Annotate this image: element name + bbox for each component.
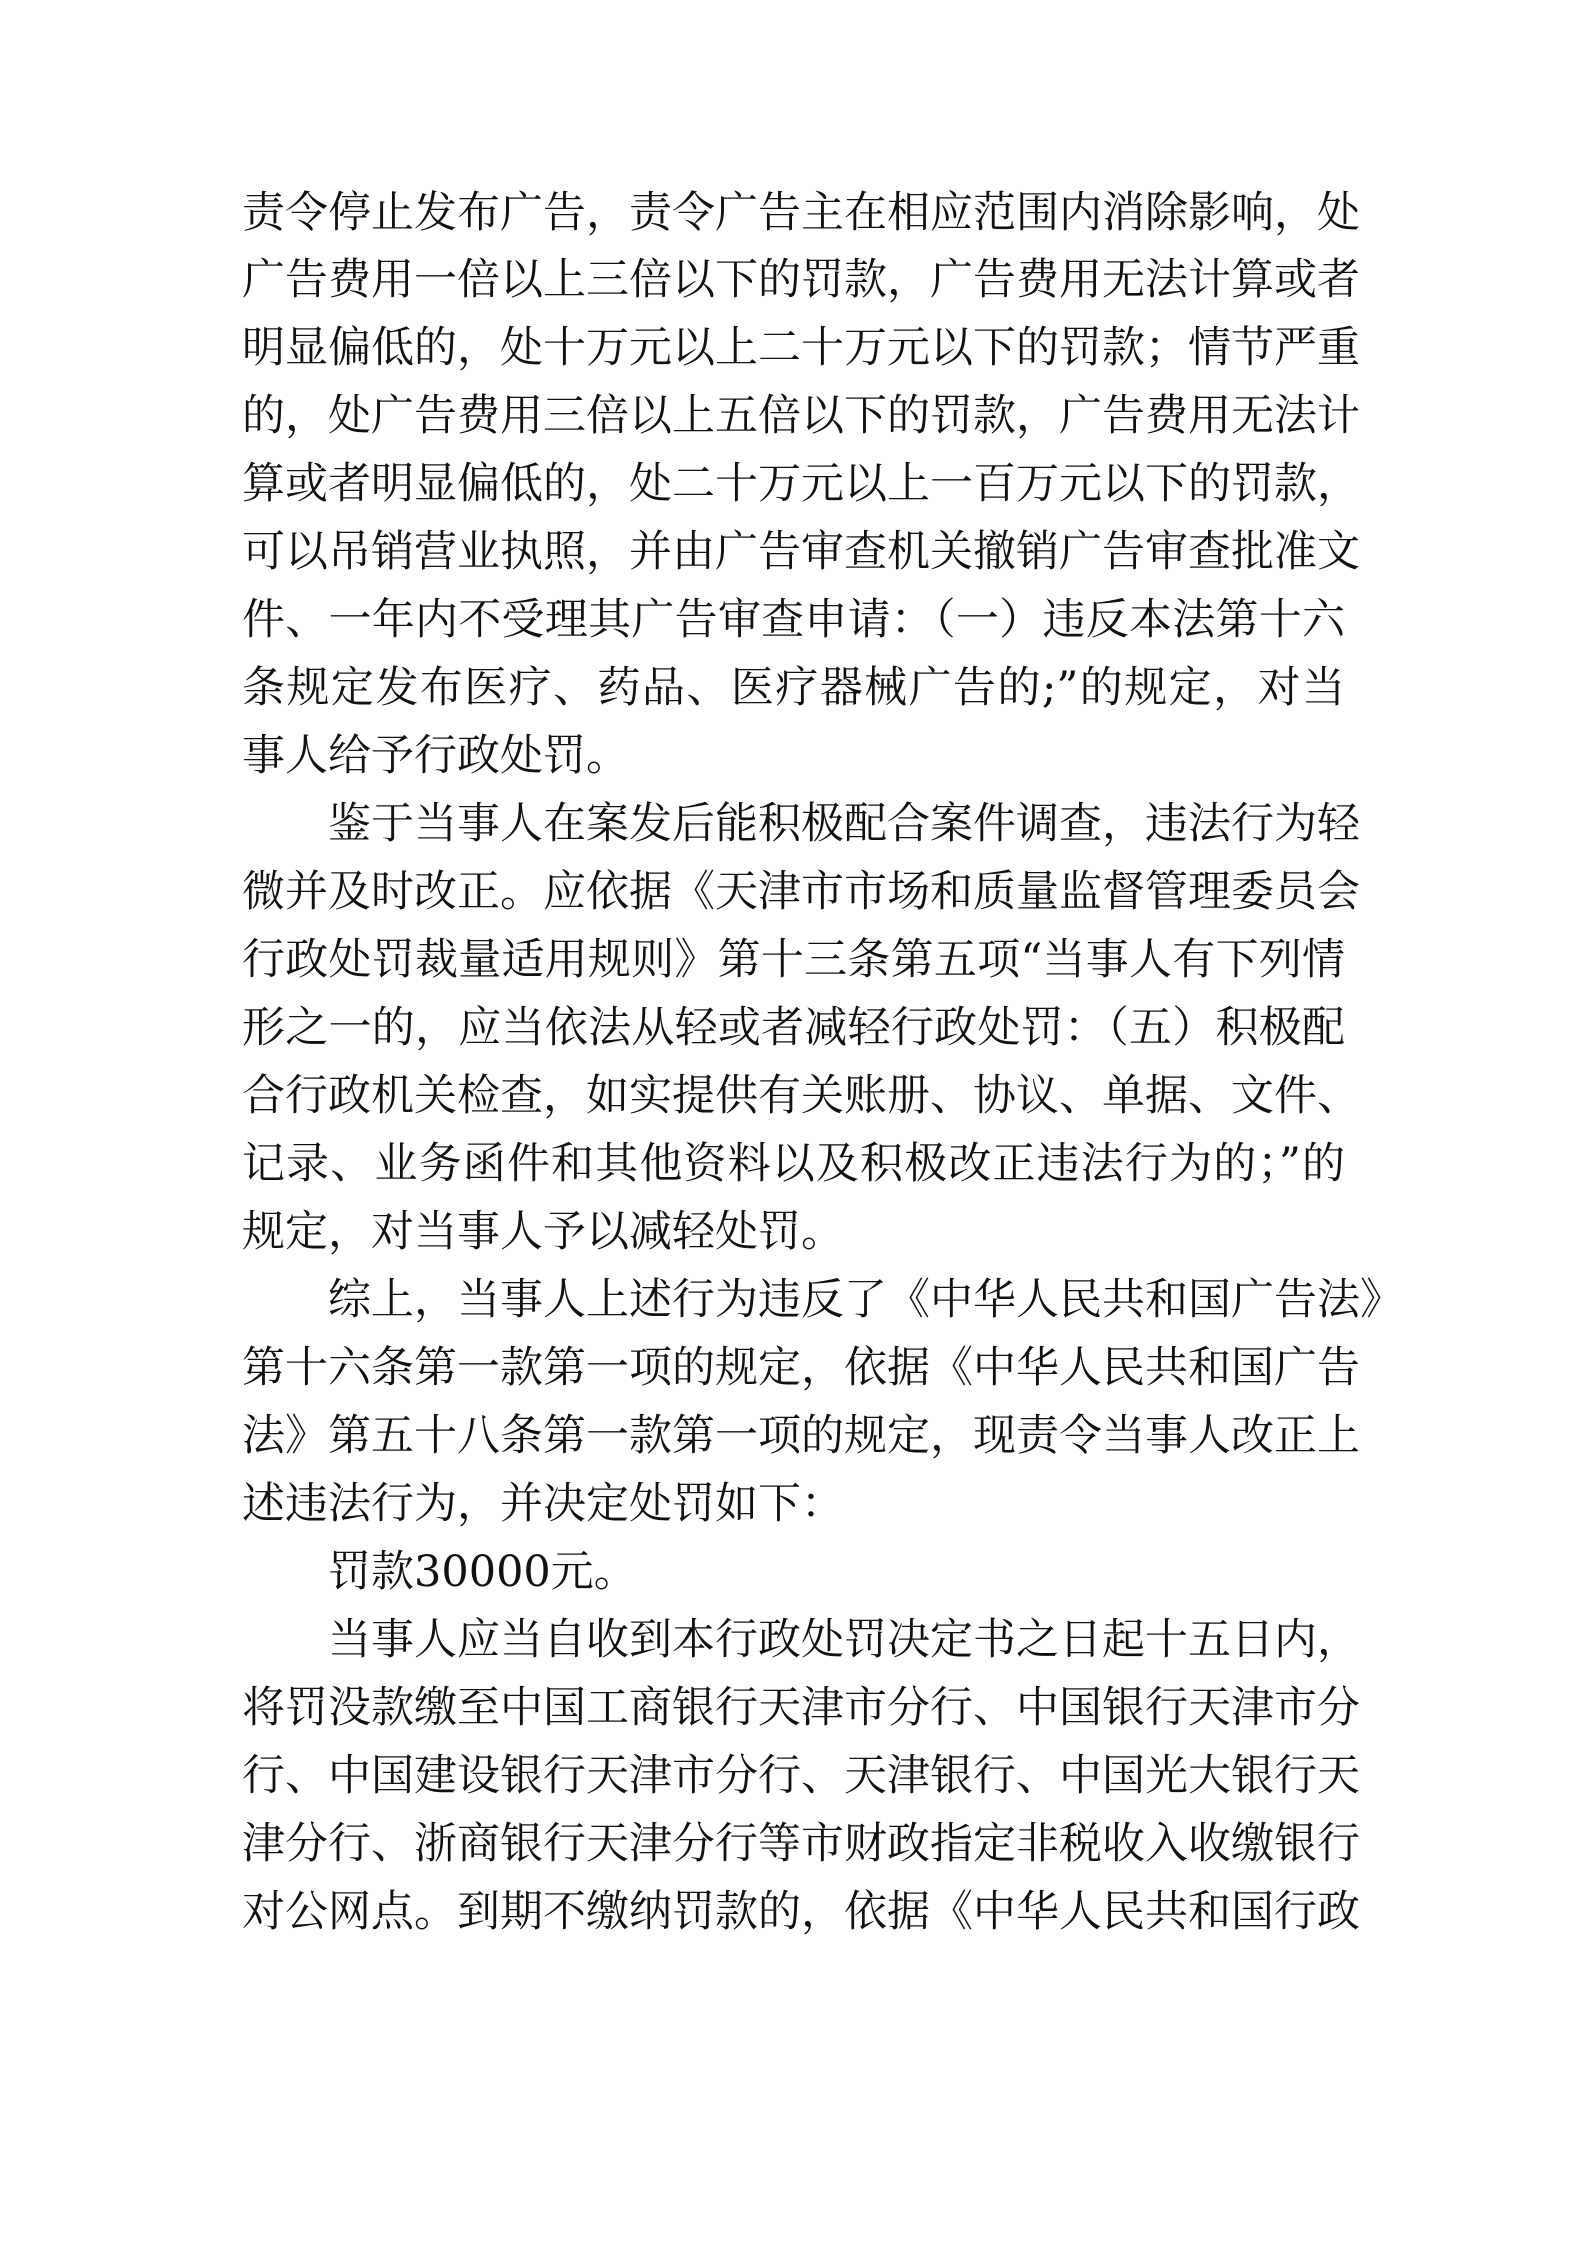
paragraph-line: 将罚没款缴至中国工商银行天津市分行、中国银行天津市分 <box>242 1683 1360 1733</box>
paragraph-line: 记录、业务函件和其他资料以及积极改正违法行为的；”的 <box>242 1139 1345 1189</box>
paragraph-line: 明显偏低的，处十万元以上二十万元以下的罚款；情节严重 <box>242 323 1360 373</box>
paragraph-line: 规定，对当事人予以减轻处罚。 <box>242 1207 844 1257</box>
paragraph-line: 合行政机关检查，如实提供有关账册、协议、单据、文件、 <box>242 1071 1360 1121</box>
paragraph-line: 津分行、浙商银行天津分行等市财政指定非税收入收缴银行 <box>242 1819 1360 1869</box>
paragraph-line: 行、中国建设银行天津市分行、天津银行、中国光大银行天 <box>242 1751 1360 1801</box>
paragraph-line: 行政处罚裁量适用规则》第十三条第五项“当事人有下列情 <box>242 935 1345 985</box>
paragraph-line: 可以吊销营业执照，并由广告审查机关撤销广告审查批准文 <box>242 527 1360 577</box>
paragraph-line: 法》第五十八条第一款第一项的规定，现责令当事人改正上 <box>242 1411 1360 1461</box>
paragraph-line: 广告费用一倍以上三倍以下的罚款，广告费用无法计算或者 <box>242 255 1360 305</box>
paragraph-line: 述违法行为，并决定处罚如下： <box>242 1479 844 1529</box>
paragraph-line: 事人给予行政处罚。 <box>242 731 629 781</box>
paragraph-line: 第十六条第一款第一项的规定，依据《中华人民共和国广告 <box>242 1343 1360 1393</box>
paragraph-line: 形之一的，应当依法从轻或者减轻行政处罚：（五）积极配 <box>242 1003 1345 1053</box>
paragraph-line: 责令停止发布广告，责令广告主在相应范围内消除影响，处 <box>242 188 1360 238</box>
paragraph-line: 综上，当事人上述行为违反了《中华人民共和国广告法》 <box>328 1275 1403 1325</box>
paragraph-line: 条规定发布医疗、药品、医疗器械广告的;”的规定，对当 <box>242 663 1345 713</box>
paragraph-line: 算或者明显偏低的，处二十万元以上一百万元以下的罚款， <box>242 459 1360 509</box>
paragraph-line: 件、一年内不受理其广告审查申请：（一）违反本法第十六 <box>242 595 1345 645</box>
paragraph-line: 对公网点。到期不缴纳罚款的，依据《中华人民共和国行政 <box>242 1887 1360 1937</box>
paragraph-line: 的，处广告费用三倍以上五倍以下的罚款，广告费用无法计 <box>242 391 1360 441</box>
paragraph-line: 罚款30000元。 <box>328 1547 637 1597</box>
paragraph-line: 微并及时改正。应依据《天津市市场和质量监督管理委员会 <box>242 867 1360 917</box>
paragraph-line: 鉴于当事人在案发后能积极配合案件调查，违法行为轻 <box>328 799 1360 849</box>
paragraph-line: 当事人应当自收到本行政处罚决定书之日起十五日内， <box>328 1615 1360 1665</box>
